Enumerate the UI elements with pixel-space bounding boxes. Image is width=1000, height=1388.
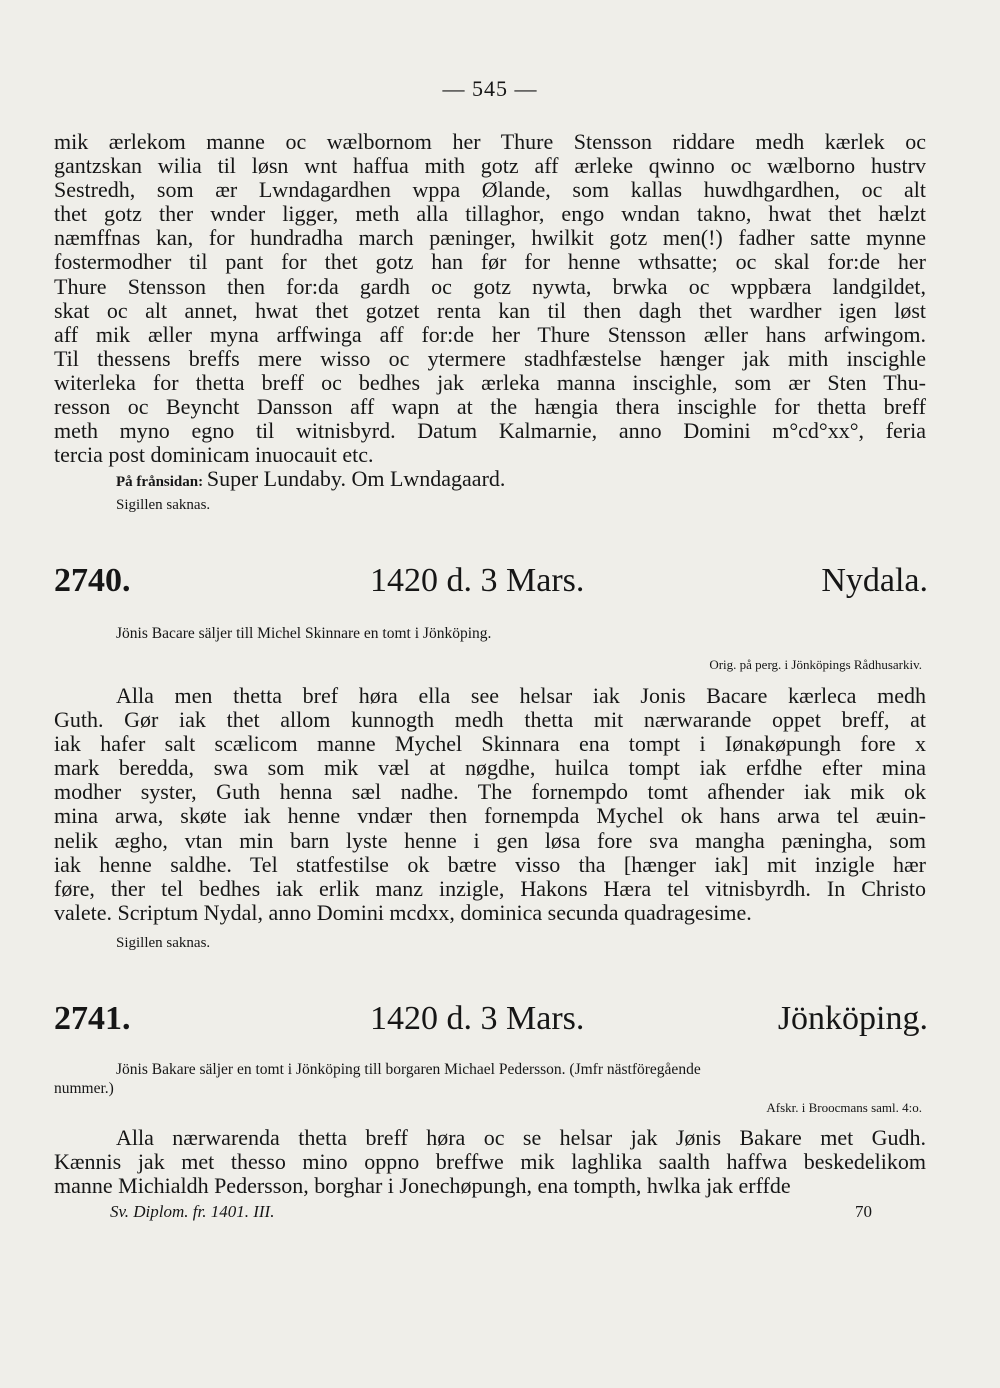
page-number: — 545 — — [442, 76, 538, 101]
doc-2739-continuation-line: skat oc alt annet, hwat thet gotzet renta kan til then dagh thet wardher igen løst — [54, 298, 926, 323]
doc-2741-summary-line1: Jönis Bakare säljer en tomt i Jönköping till borgaren Michael Pedersson. (Jmfr nästföregående — [116, 1061, 701, 1078]
doc-2740-line: nelik ægho, vtan min barn lyste henne i gen løsa fore sva mangha pæningha, som — [54, 828, 926, 853]
doc-2739-continuation-line: tercia post dominicam inuocauit etc. — [54, 443, 374, 468]
doc-2740-line: mina arwa, skøte iak henne vndær then fornempda Mychel ok hans arwa tel æuin- — [54, 804, 926, 829]
verso-label: På frånsidan: — [116, 474, 204, 490]
doc-2740-line: iak hafer salt scælicom manne Mychel Skinnara ena tompt i Iønakøpungh fore x — [54, 732, 926, 757]
doc-2740-text — [54, 684, 926, 925]
doc-2740-line: iak henne saldhe. Tel statfestilse ok bætre visso tha [hænger iak] mit inzigle hær — [54, 852, 926, 877]
doc-2740-line: mark beredda, swa som mik væl at nøgdhe, huilca tompt iak erfdhe efter mina — [54, 756, 926, 781]
doc-2739-continuation-line: Til thessens breffs mere wisso oc ytermere stadhfæstelse hænger jak mith inscighle — [54, 346, 926, 371]
doc-2740-line: valete. Scriptum Nydal, anno Domini mcdxx, dominica secunda quadragesime. — [54, 900, 752, 925]
doc-2739-continuation-line: næmffnas kan, for hundradha march pæninger, hwilkit gotz men(!) fadher satte mynne — [54, 226, 926, 251]
doc-2739-continuation-text — [54, 130, 926, 467]
doc-2741-line: Kænnis jak met thesso mino oppno breffwe mik laghlika saalth haffwa beskedelikom — [54, 1150, 926, 1175]
doc-2739-continuation-line: thet gotz ther wnder ligger, meth alla tillaghor, engo wndan takno, hwat thet hælzt — [54, 202, 926, 227]
doc-2741-date: 1420 d. 3 Mars. — [370, 1000, 585, 1037]
doc-2741-source: Afskr. i Broocmans saml. 4:o. — [766, 1100, 922, 1115]
doc-2739-continuation-line: Thure Stensson then for:da gardh oc gotz nywta, brwka oc wppbæra landgildet, — [54, 274, 926, 299]
doc-2741-line: manne Michialdh Pedersson, borghar i Jonechøpungh, ena tompth, hwlka jak erffde — [54, 1174, 791, 1199]
doc-2739-continuation-line: gantzskan wilia til løsn wnt haffua mith gotz aff ærleke qwinno oc wælborno hustrv — [54, 154, 926, 179]
doc-2740-source: Orig. på perg. i Jönköpings Rådhusarkiv. — [709, 657, 922, 672]
footer-sheet-number: 70 — [855, 1202, 872, 1221]
doc-2740-number: 2740. — [54, 562, 131, 599]
verso-note — [116, 466, 506, 491]
doc-2739-continuation-line: resson oc Beyncht Dansson aff wapn at the hængia thera inscighle for thetta breff — [54, 395, 926, 420]
doc-2741-summary-line2: nummer.) — [54, 1080, 114, 1097]
seals-note-2739: Sigillen saknas. — [116, 497, 211, 513]
doc-2741-number: 2741. — [54, 1000, 131, 1037]
doc-2741-line: Alla nærwarenda thetta breff høra oc se helsar jak Jønis Bakare met Gudh. — [116, 1126, 926, 1150]
doc-2740-date: 1420 d. 3 Mars. — [370, 562, 585, 599]
verso-text: Super Lundaby. Om Lwndagaard. — [206, 466, 506, 491]
doc-2739-continuation-line: witerleka for thetta breff oc bedhes jak ærleka manna inscighle, som ær Sten Thu- — [54, 370, 926, 395]
doc-2739-continuation-line: meth myno egno til witnisbyrd. Datum Kalmarnie, anno Domini m°cd°xx°, feria — [54, 419, 926, 444]
doc-2739-continuation-line: fostermodher til pant for thet gotz han før for henne wthsatte; oc skal for:de her — [54, 250, 926, 275]
doc-2739-continuation-line: mik ærlekom manne oc wælbornom her Thure Stensson riddare medh kærlek oc — [54, 130, 926, 154]
footer-signature: Sv. Diplom. fr. 1401. III. — [110, 1202, 275, 1221]
doc-2740-line: Alla men thetta bref høra ella see helsar iak Jonis Bacare kærleca medh — [116, 684, 926, 708]
doc-2741-place: Jönköping. — [777, 1000, 928, 1037]
doc-2740-line: modher syster, Guth henna sæl nadhe. The fornempdo tomt afhender iak mik ok — [54, 780, 926, 805]
doc-2740-line: føre, ther tel bedhes iak erlik manz inzigle, Hakons Hæra tel vitnisbyrdh. In Christo — [54, 876, 926, 901]
doc-2740-summary: Jönis Bacare säljer till Michel Skinnare en tomt i Jönköping. — [116, 625, 492, 642]
seals-note-2740: Sigillen saknas. — [116, 935, 211, 951]
doc-2740-line: Guth. Gør iak thet allom kunnogth medh thetta mit nærwarande oppet breff, at — [54, 708, 926, 733]
doc-2739-continuation-line: Sestredh, som ær Lwndagardhen wppa Ølande, som kallas huwdhgardhen, oc alt — [54, 178, 926, 203]
doc-2740-place: Nydala. — [821, 562, 928, 599]
doc-2741-text — [54, 1126, 926, 1198]
doc-2739-continuation-line: aff mik æller myna arffwinga aff for:de her Thure Stensson æller hans arfwingom. — [54, 322, 926, 347]
